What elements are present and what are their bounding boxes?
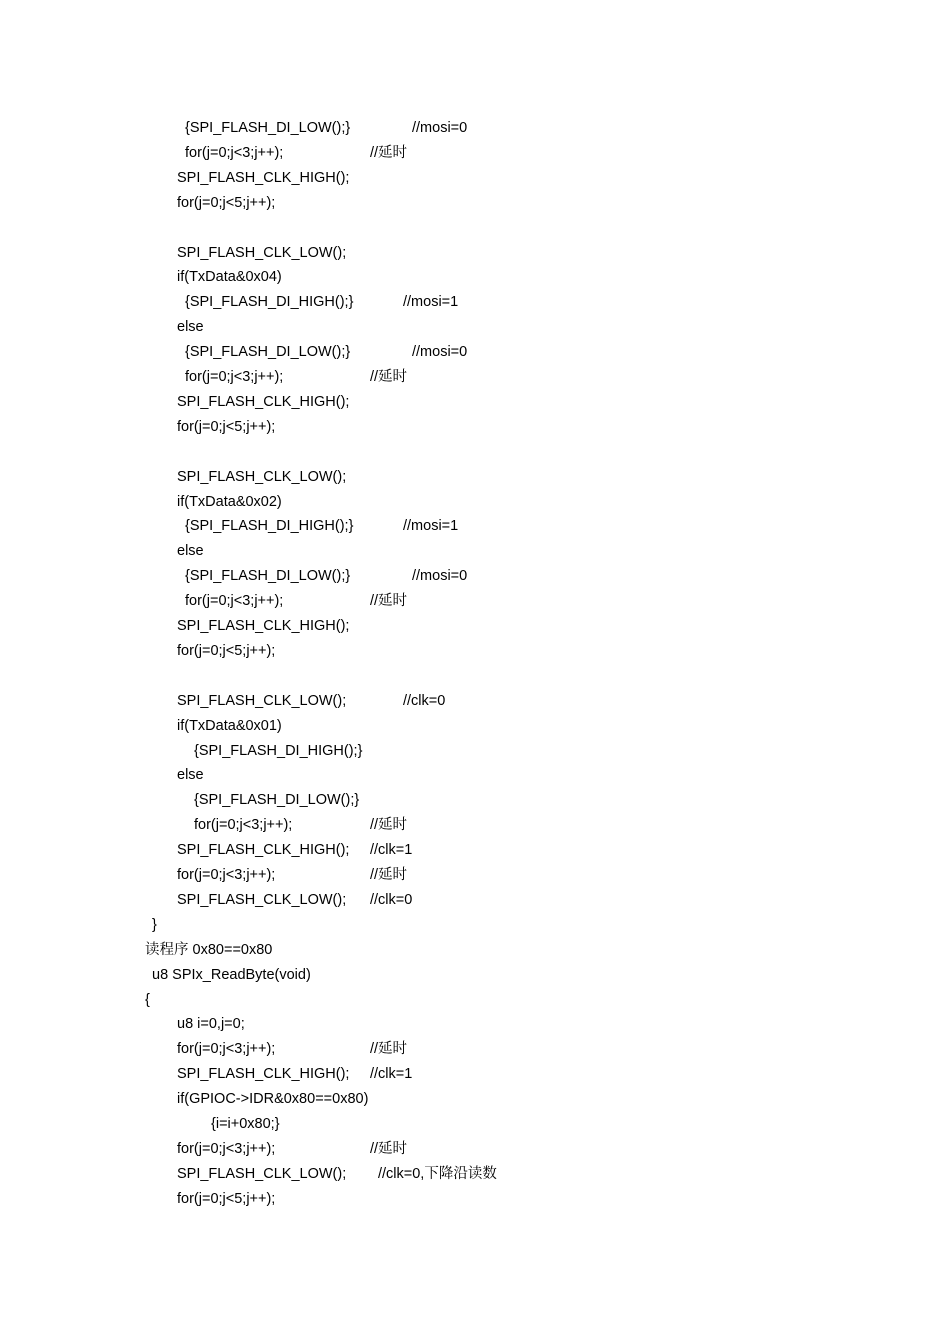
code-line xyxy=(0,1037,950,1062)
code-line xyxy=(0,1062,950,1087)
code-line xyxy=(0,340,950,365)
code-line xyxy=(0,589,950,614)
code-line xyxy=(0,913,950,938)
code-text: for(j=0;j<3;j++); xyxy=(194,817,293,834)
code-text: SPI_FLASH_CLK_HIGH(); xyxy=(177,393,350,410)
code-line xyxy=(0,813,950,838)
code-comment: //clk=1 xyxy=(370,1066,413,1083)
code-line xyxy=(0,440,950,465)
code-comment: //mosi=1 xyxy=(403,294,459,311)
code-comment: //mosi=1 xyxy=(403,518,459,535)
code-line xyxy=(0,963,950,988)
code-text: else xyxy=(177,319,204,336)
code-line xyxy=(0,1162,950,1187)
code-line xyxy=(0,191,950,216)
code-text: {SPI_FLASH_DI_LOW();} xyxy=(185,120,351,136)
code-text: for(j=0;j<3;j++); xyxy=(185,369,284,385)
code-line xyxy=(0,938,950,963)
code-text: SPI_FLASH_CLK_HIGH(); xyxy=(177,618,350,634)
code-line xyxy=(0,788,950,813)
code-comment: //延时 xyxy=(370,593,408,610)
code-comment: //mosi=0 xyxy=(412,344,468,361)
code-text: {SPI_FLASH_DI_LOW();} xyxy=(194,792,360,809)
code-text: if(GPIOC->IDR&0x80==0x80) xyxy=(177,1091,369,1108)
code-text: {SPI_FLASH_DI_LOW();} xyxy=(185,568,351,585)
code-text: for(j=0;j<3;j++); xyxy=(177,1140,276,1157)
code-line xyxy=(0,988,950,1013)
code-comment: //延时 xyxy=(370,1041,408,1058)
code-line xyxy=(0,664,950,689)
code-line xyxy=(0,639,950,664)
code-line xyxy=(0,838,950,863)
code-line xyxy=(0,564,950,589)
code-text: SPI_FLASH_CLK_HIGH(); xyxy=(177,169,350,186)
code-text: for(j=0;j<3;j++); xyxy=(185,593,284,610)
code-text: SPI_FLASH_CLK_HIGH(); xyxy=(177,1066,350,1083)
code-text: for(j=0;j<5;j++); xyxy=(177,1190,276,1207)
code-line xyxy=(0,365,950,390)
code-line xyxy=(0,514,950,539)
code-text: else xyxy=(177,543,204,560)
code-comment: //延时 xyxy=(370,369,408,385)
code-comment: //延时 xyxy=(370,817,408,834)
code-line xyxy=(0,1012,950,1037)
code-text: for(j=0;j<5;j++); xyxy=(177,194,276,211)
code-comment: //mosi=0 xyxy=(412,568,468,585)
code-comment: //延时 xyxy=(370,144,408,161)
code-text: SPI_FLASH_CLK_HIGH(); xyxy=(177,842,350,859)
code-text: if(TxData&0x01) xyxy=(177,717,282,734)
code-comment: //mosi=0 xyxy=(412,120,468,136)
code-comment: //clk=0,下降沿读数 xyxy=(378,1165,497,1182)
code-line xyxy=(0,166,950,191)
code-line xyxy=(0,390,950,415)
code-text: for(j=0;j<3;j++); xyxy=(177,867,276,883)
code-text: {SPI_FLASH_DI_HIGH();} xyxy=(194,742,363,759)
code-comment: //clk=0 xyxy=(403,692,446,709)
code-line xyxy=(0,888,950,913)
code-text: for(j=0;j<3;j++); xyxy=(177,1041,276,1058)
code-line xyxy=(0,1187,950,1212)
code-line xyxy=(0,241,950,266)
code-line xyxy=(0,265,950,290)
code-text: else xyxy=(177,767,204,784)
code-line xyxy=(0,290,950,315)
code-line xyxy=(0,141,950,166)
code-text: } xyxy=(152,916,157,933)
code-line xyxy=(0,116,950,141)
code-line xyxy=(0,539,950,564)
code-text: for(j=0;j<3;j++); xyxy=(185,144,284,161)
code-text: {SPI_FLASH_DI_HIGH();} xyxy=(185,294,354,311)
code-text: for(j=0;j<5;j++); xyxy=(177,642,276,659)
code-text: SPI_FLASH_CLK_LOW(); xyxy=(177,891,347,908)
code-text: for(j=0;j<5;j++); xyxy=(177,418,276,435)
code-text: SPI_FLASH_CLK_LOW(); xyxy=(177,244,347,261)
code-line xyxy=(0,863,950,888)
code-line xyxy=(0,689,950,714)
code-line xyxy=(0,614,950,639)
code-text: SPI_FLASH_CLK_LOW(); xyxy=(177,468,347,485)
code-line xyxy=(0,763,950,788)
code-comment: //clk=0 xyxy=(370,891,413,908)
code-line xyxy=(0,490,950,515)
code-text: if(TxData&0x02) xyxy=(177,493,282,510)
code-comment: //延时 xyxy=(370,867,408,883)
code-text: {i=i+0x80;} xyxy=(211,1116,280,1132)
code-line xyxy=(0,1112,950,1137)
code-text: SPI_FLASH_CLK_LOW(); xyxy=(177,1165,347,1182)
code-line xyxy=(0,315,950,340)
code-line xyxy=(0,739,950,764)
code-line xyxy=(0,714,950,739)
code-line xyxy=(0,465,950,490)
code-text: {SPI_FLASH_DI_HIGH();} xyxy=(185,518,354,535)
code-line xyxy=(0,415,950,440)
code-comment: //延时 xyxy=(370,1140,408,1157)
code-text: u8 SPIx_ReadByte(void) xyxy=(152,966,311,983)
code-text: 读程序 0x80==0x80 xyxy=(145,941,273,958)
code-text: {SPI_FLASH_DI_LOW();} xyxy=(185,344,351,361)
code-text: if(TxData&0x04) xyxy=(177,269,282,286)
code-line xyxy=(0,216,950,241)
code-text: u8 i=0,j=0; xyxy=(177,1016,245,1033)
code-line xyxy=(0,1087,950,1112)
code-line xyxy=(0,1137,950,1162)
code-text: { xyxy=(145,991,150,1008)
code-text: SPI_FLASH_CLK_LOW(); xyxy=(177,692,347,709)
code-comment: //clk=1 xyxy=(370,842,413,859)
